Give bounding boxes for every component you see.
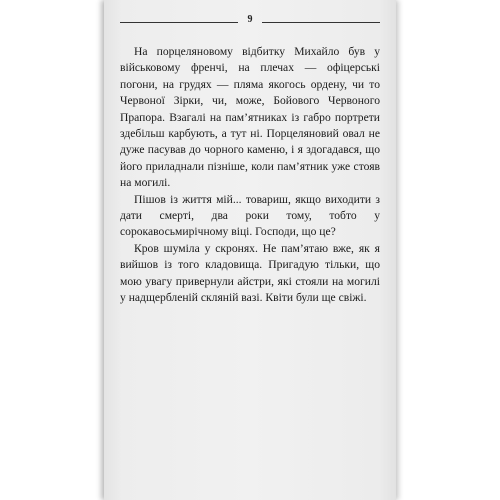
page-number: 9 <box>247 14 253 25</box>
paragraph: Кров шуміла у скронях. Не пам’ятаю вже, як я вийшов із того кладовища. Пригадую тільки, що мою увагу привернули айстри, які стояли на могилі у надщербленій скляній вазі. Квіти були ще свіжі. <box>120 241 380 305</box>
header-rule-right <box>262 22 380 23</box>
page-header <box>114 8 386 30</box>
book-page <box>104 0 396 500</box>
paragraph: На порцеляновому відбитку Михайло був у військовому френчі, на плечах — офіцерські погони, на грудях — пляма якогось ордену, чи то Червоної Зірки, чи, може, Бойового Червоного Прапора. Взагалі на пам’ятниках із габро портрети здебільш карбують, а тут ні. Порцеляновий овал не дуже пасував до чорного каменю, і я здогадався, що його приладнали пізніше, коли пам’ятник уже стояв на могилі. <box>120 45 380 190</box>
paragraph: Пішов із життя мій... товариш, якщо виходити з дати смерті, два роки тому, тобто у сорокавосьмирічному віці. Господи, що це? <box>120 192 380 239</box>
text-body <box>120 44 380 307</box>
